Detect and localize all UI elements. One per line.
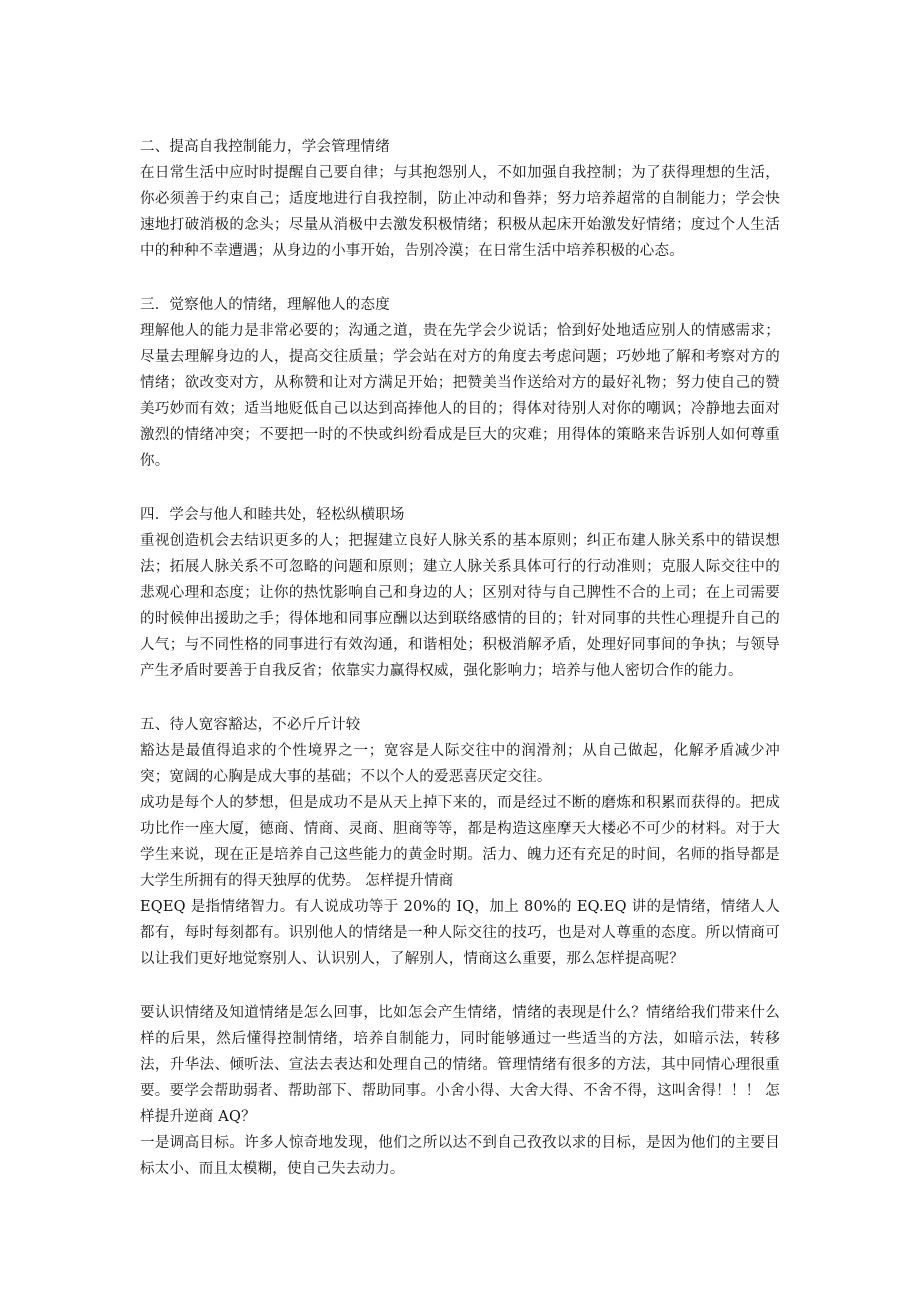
section-paragraph: EQEQ 是指情绪智力。有人说成功等于 20%的 IQ，加上 80%的 EQ.EQ 讲的是情绪，情绪人人都有，每时每刻都有。识别他人的情绪是一种人际交往的技巧，也是对人尊重的态度。所以情商可以让我们更好地觉察别人、认识别人，了解别人，情商这么重要，那么怎样提高呢？ xyxy=(140,899,780,967)
section-spacer xyxy=(140,474,780,502)
section-paragraph: 理解他人的能力是非常必要的；沟通之道，贵在先学会少说话；恰到好处地适应别人的情感需求；尽量去理解身边的人，提高交往质量；学会站在对方的角度去考虑问题；巧妙地了解和考察对方的情绪；欲改变对方，从称赞和让对方满足开始；把赞美当作送给对方的最好礼物；努力使自己的赞美巧妙而有效；适当地贬低自己以达到高捧他人的目的；得体对待别人对你的嘲讽；冷静地去面对激烈的情绪冲突；不要把一时的不快或纠纷看成是巨大的灾难；用得体的策略来告诉别人如何尊重你。 xyxy=(140,323,780,469)
section-paragraph: 成功是每个人的梦想，但是成功不是从天上掉下来的，而是经过不断的磨炼和积累而获得的。把成功比作一座大厦，德商、情商、灵商、胆商等等，都是构造这座摩天大楼必不可少的材料。对于大学生来说，现在正是培养自己这些能力的黄金时期。活力、魄力还有充足的时间，名师的指导都是大学生所拥有的得天独厚的优势。 怎样提升情商 xyxy=(140,795,780,889)
section-heading: 五、待人宽容豁达，不必斤斤计较 xyxy=(140,717,361,733)
section-paragraph: 要认识情绪及知道情绪是怎么回事，比如怎会产生情绪，情绪的表现是什么？情绪给我们带来什么样的后果，然后懂得控制情绪，培养自制能力，同时能够通过一些适当的方法，如暗示法，转移法，升华法、倾听法、宣法去表达和处理自己的情绪。管理情绪有很多的方法，其中同情心理很重要。要学会帮助弱者、帮助部下、帮助同事。小舍小得、大舍大得、不舍不得，这叫舍得！！！ 怎样提升逆商 AQ？ xyxy=(140,1005,780,1125)
section-self-control xyxy=(140,134,780,264)
section-paragraph: 重视创造机会去结识更多的人；把握建立良好人脉关系的基本原则；纠正布建人脉关系中的错误想法；拓展人脉关系不可忽略的问题和原则；建立人脉关系具体可行的行动准则；克服人际交往中的悲观心理和态度；让你的热忱影响自己和身边的人；区别对待与自己脾性不合的上司；在上司需要的时候伸出援助之手；得体地和同事应酬以达到联络感情的目的；针对同事的共性心理提升自己的人气；与不同性格的同事进行有效沟通，和谐相处；积极消解矛盾，处理好同事间的争执；与领导产生矛盾时要善于自我反省；依靠实力赢得权威，强化影响力；培养与他人密切合作的能力。 xyxy=(140,533,780,679)
section-spacer xyxy=(140,684,780,712)
section-spacer xyxy=(140,972,780,1000)
section-emotion-management xyxy=(140,1000,780,1182)
section-tolerance xyxy=(140,712,780,972)
section-spacer xyxy=(140,264,780,292)
section-perceive-others xyxy=(140,292,780,474)
section-heading: 四．学会与他人和睦共处，轻松纵横职场 xyxy=(140,507,405,523)
section-heading: 三．觉察他人的情绪，理解他人的态度 xyxy=(140,297,390,313)
section-get-along xyxy=(140,502,780,684)
section-paragraph: 一是调高目标。许多人惊奇地发现，他们之所以达不到自己孜孜以求的目标，是因为他们的主要目标太小、而且太模糊，使自己失去动力。 xyxy=(140,1135,780,1177)
section-paragraph: 在日常生活中应时时提醒自己要自律；与其抱怨别人，不如加强自我控制；为了获得理想的生活，你必须善于约束自己；适度地进行自我控制，防止冲动和鲁莽；努力培养超常的自制能力；学会快速地打破消极的念头；尽量从消极中去激发积极情绪；积极从起床开始激发好情绪；度过个人生活中的种种不幸遭遇；从身边的小事开始，告别冷漠；在日常生活中培养积极的心态。 xyxy=(140,165,780,259)
document-body xyxy=(140,134,780,1182)
section-heading: 二、提高自我控制能力，学会管理情绪 xyxy=(140,139,390,155)
section-paragraph: 豁达是最值得追求的个性境界之一；宽容是人际交往中的润滑剂；从自己做起，化解矛盾减少冲突；宽阔的心胸是成大事的基础；不以个人的爱恶喜厌定交往。 xyxy=(140,743,780,785)
